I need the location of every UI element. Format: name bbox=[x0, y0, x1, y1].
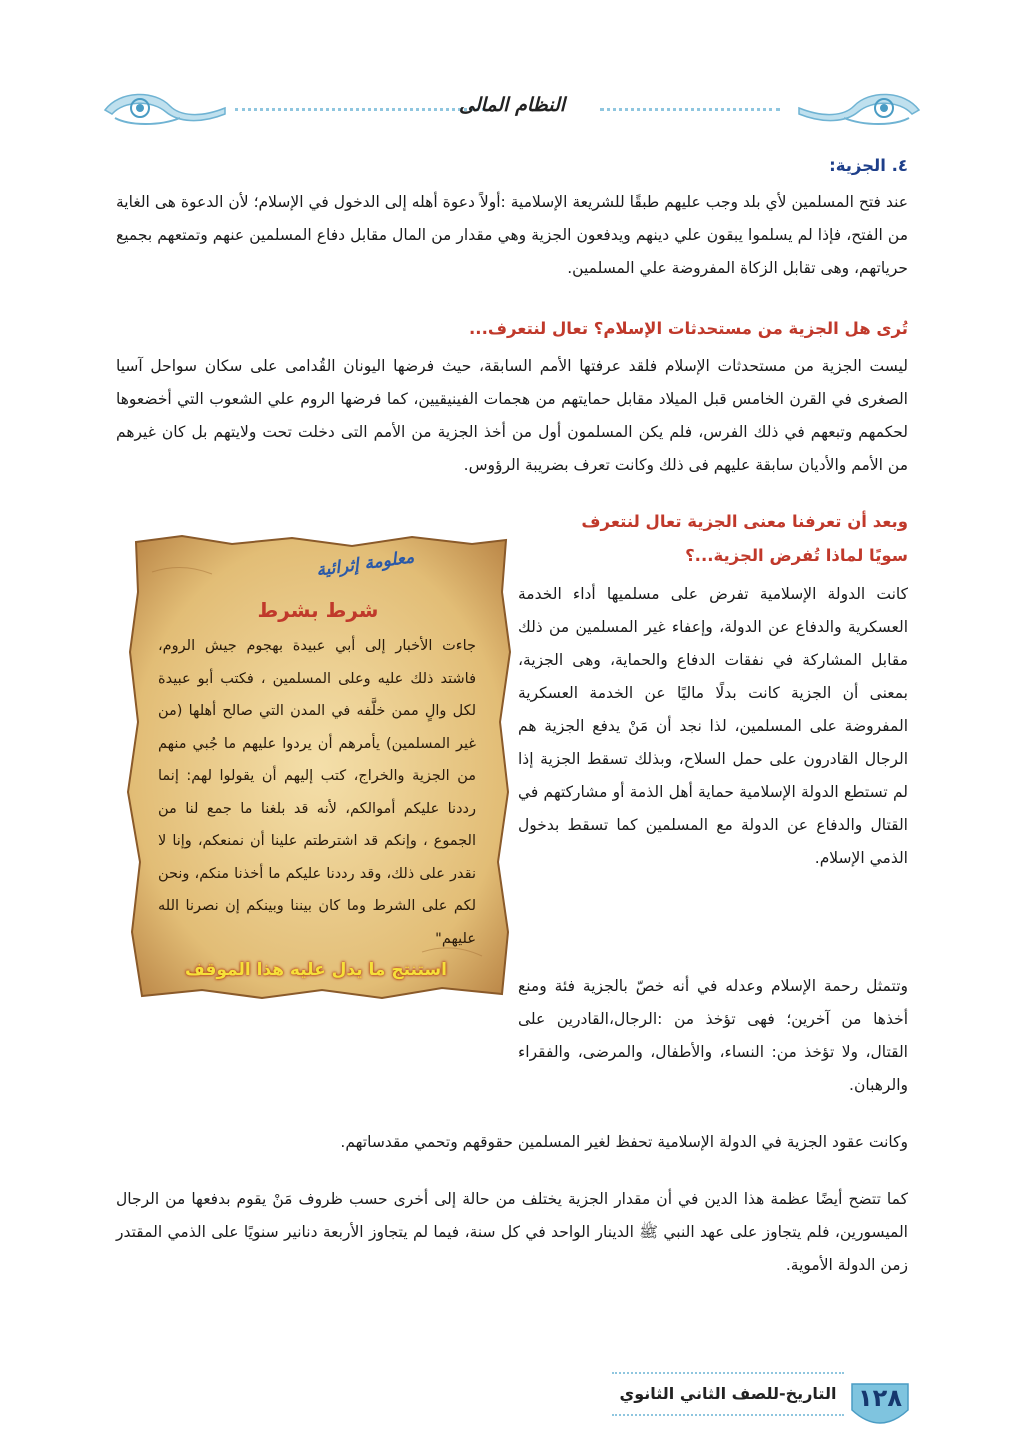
enrichment-text: جاءت الأخبار إلى أبي عبيدة بهجوم جيش الروم، فاشتد ذلك عليه وعلى المسلمين ، فكتب أبو عبيدة لكل والٍ ممن خلَّفه في المدن التي صالح أهلها (من غير المسلمين) يأمرهم أن يردوا عليهم ما جُبي منهم من الجزية والخراج، كتب إليهم أن يقولوا لهم: إنما رددنا عليكم أموالكم، لأنه قد بلغنا ما جمع لنا من الجموع ، وإنكم قد اشترطتم علينا أن نمنعكم، وإنا لا نقدر على ذلك، وقد رددنا عليكم ما أخذنا منكم، ونحن لكم على الشرط وما كان بيننا وبينكم إن نصرنا الله عليهم" bbox=[158, 638, 476, 947]
contracts-paragraph: وكانت عقود الجزية في الدولة الإسلامية تحفظ لغير المسلمين حقوقهم وتحمي مقدساتهم. bbox=[340, 1133, 908, 1151]
amount-paragraph: كما تتضح أيضًا عظمة هذا الدين في أن مقدار الجزية يختلف من حالة إلى أخرى حسب ظروف مَنْ يقوم بدفعها من الرجال الميسورين، فلم يتجاوز على عهد النبي ﷺ الدينار الواحد في كل سنة، فيما لم يتجاوز الأربعة دنانير سنويًا على الذمي المقتدر زمن الدولة الأموية. bbox=[116, 1190, 908, 1274]
history-paragraph: ليست الجزية من مستحدثات الإسلام فلقد عرفتها الأمم السابقة، حيث فرضها اليونان القُدامى على سكان سواحل آسيا الصغرى في القرن الخامس قبل الميلاد مقابل حمايتهم من هجمات الفينيقيين، كما فرضها الروم علي الشعوب التي أخضعوها لحكمهم وتبعهم في ذلك الفرس، فلم يكن المسلمون أول من أخذ الجزية من الأمم التى دخلت تحت ولايتهم بل كان غيرهم من الأمم والأديان سابقة عليهم فى ذلك وكانت تعرف بضريبة الرؤوس. bbox=[116, 357, 908, 474]
why-heading-line1: وبعد أن تعرفنا معنى الجزية تعال لنتعرف bbox=[581, 512, 908, 531]
footer-subject: التاريخ-للصف الثاني الثانوي bbox=[619, 1384, 837, 1403]
enrichment-title: شرط بشرط bbox=[257, 598, 379, 622]
page-title: النظام المالى bbox=[458, 94, 566, 116]
enrichment-info-box bbox=[122, 532, 514, 1002]
enrichment-footer-text: استنتج ما يدل عليه هذا الموقف bbox=[185, 960, 447, 980]
header-dotted-line-right bbox=[600, 108, 780, 111]
footer-dotted-line-bottom bbox=[612, 1414, 844, 1416]
enrichment-label: معلومة إثرائية bbox=[314, 547, 415, 581]
footer-dotted-line-top bbox=[612, 1372, 844, 1374]
page-header bbox=[100, 88, 924, 130]
mercy-paragraph: وتتمثل رحمة الإسلام وعدله في أنه خصّ بالجزية فئة ومنع أخذها من آخرين؛ فهى تؤخذ من :الرجال،القادرين على القتال، ولا تؤخذ من: النساء، والأطفال، والمرضى، والفقراء والرهبان. bbox=[518, 977, 908, 1094]
intro-paragraph: عند فتح المسلمين لأي بلد وجب عليهم طبقًا للشريعة الإسلامية :أولاً دعوة أهله إلى الدخول في الإسلام؛ لأن الدعوة هى الغاية من الفتح، فإذا لم يسلموا يبقون علي دينهم ويدفعون الجزية وهي مقدار من المال مقابل دفاع المسلمين عنهم وتمتعهم بجميع حرياتهم، وهى تقابل الزكاة المفروضة علي المسلمين. bbox=[116, 193, 908, 277]
why-paragraph: كانت الدولة الإسلامية تفرض على مسلميها أداء الخدمة العسكرية والدفاع عن الدولة، وإعفاء غير المسلمين من ذلك مقابل المشاركة في نفقات الدفاع والحماية، وهى الجزية، بمعنى أن الجزية كانت بدلًا ماليًا عن الخدمة العسكرية المفروضة على المسلمين، لذا نجد أن مَنْ يدفع الجزية هم الرجال القادرون على حمل السلاح، وبذلك تسقط الجزية إذا لم تستطع الدولة الإسلامية حماية أهل الذمة أو مشاركتهم في القتال والدفاع عن الدولة مع المسلمين كما تسقط بدخول الذمي الإسلام. bbox=[518, 585, 908, 867]
right-swirl-ornament-icon bbox=[794, 88, 924, 130]
why-heading-line2: سويًا لماذا تُفرض الجزية...؟ bbox=[685, 546, 908, 565]
section-heading-jizya: ٤. الجزية: bbox=[829, 156, 908, 175]
page-number: ١٢٨ bbox=[858, 1384, 902, 1412]
enrichment-footer bbox=[152, 960, 480, 990]
question-heading: تُرى هل الجزية من مستحدثات الإسلام؟ تعال لنتعرف... bbox=[469, 319, 908, 338]
